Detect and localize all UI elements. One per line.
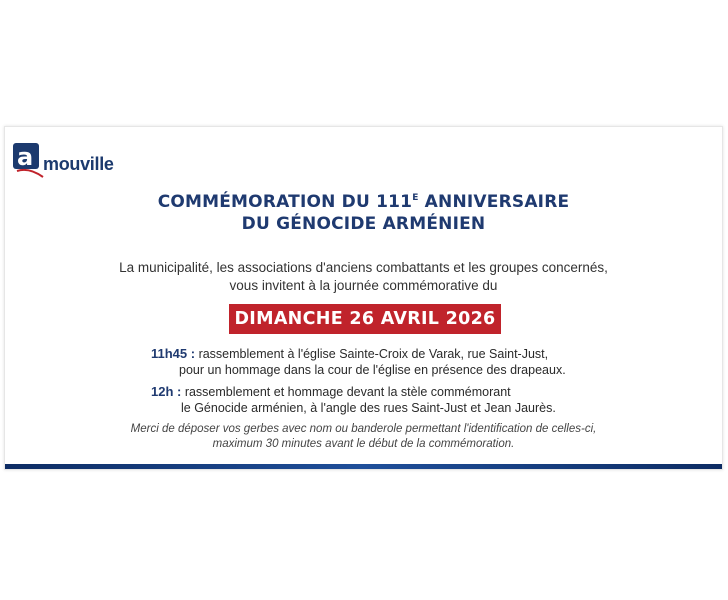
svg-text:a: a [17,143,34,171]
date-badge: DIMANCHE 26 AVRIL 2026 [229,304,501,334]
arnouville-logo [13,137,143,181]
intro-line-2: vous invitent à la journée commémorative du [229,278,498,293]
footnote-line-2: maximum 30 minutes avant le début de la commémoration. [212,438,515,450]
schedule-item [151,384,631,416]
schedule [151,346,631,422]
title-line-1: COMMÉMORATION DU $111^E$ ANNIVERSAIRE [157,192,570,212]
schedule-text-continued: le Génocide arménien, à l'angle des rues Saint-Just et Jean Jaurès. [181,401,556,415]
intro-text [5,259,722,295]
footnote-line-1: Merci de déposer vos gerbes avec nom ou banderole permettant l'identification de celles-ci, [130,423,597,435]
schedule-time: 11h45 : [151,346,196,361]
schedule-text: rassemblement et hommage devant la stèle commémorant [181,385,511,399]
intro-line-1: La municipalité, les associations d'anciens combattants et les groupes concernés, [119,260,608,275]
page-title [5,187,722,235]
schedule-item [151,346,631,378]
schedule-time: 12h : [151,384,182,399]
announcement-card [4,126,723,470]
title-line-2: DU GÉNOCIDE ARMÉNIEN [241,214,486,234]
schedule-text-continued: pour un hommage dans la cour de l'église en présence des drapeaux. [179,363,566,377]
footnote [5,422,722,452]
logo-text: mouville [43,154,114,174]
bottom-band [5,464,722,469]
schedule-text: rassemblement à l'église Sainte-Croix de Varak, rue Saint-Just, [195,347,549,361]
